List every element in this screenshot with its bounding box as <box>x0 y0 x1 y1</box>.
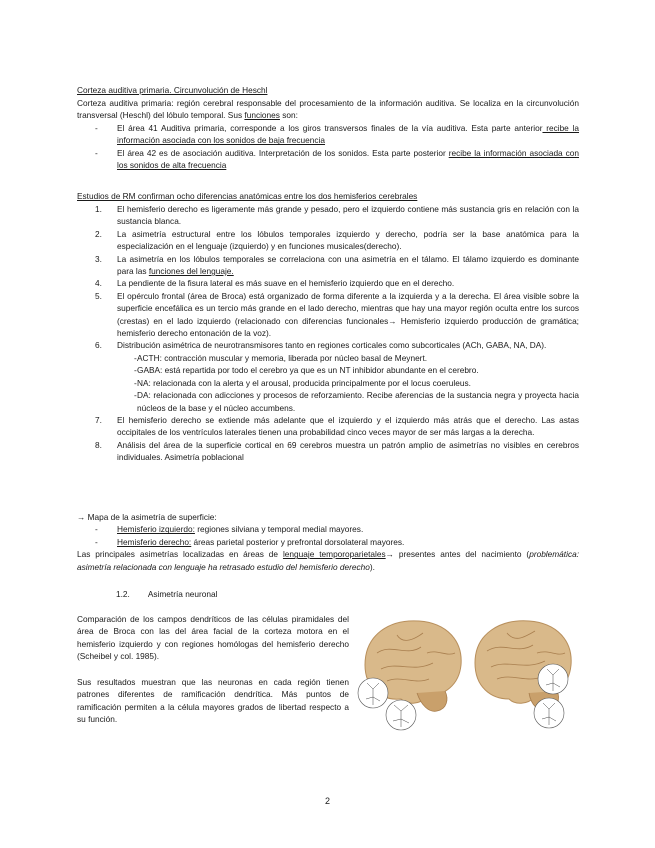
section-heading-auditory-cortex: Corteza auditiva primaria. Circunvolución de Heschl <box>77 85 268 95</box>
sub-list-item: - ACTH: contracción muscular y memoria, liberada por núcleo basal de Meynert. <box>134 352 428 363</box>
auditory-areas-list <box>77 122 579 172</box>
brain-dendrite-figure <box>357 613 579 731</box>
asymmetry-map <box>77 511 579 573</box>
list-item: - Hemisferio izquierdo: regiones silviana y temporal medial mayores. <box>95 524 364 535</box>
list-item: 3. La asimetría en los lóbulos temporales se correlaciona con una asimetría en el tálamo. El tálamo izquierdo es dominante para las funciones del lenguaje. <box>95 253 579 277</box>
list-item: 5. El opérculo frontal (área de Broca) está organizado de forma diferente a la izquierda y a la derecha. El área visible sobre la superficie encefálica es un tercio más grande en el lado derecho, mientras que hay una mayor región oculta entre los surcos (crestas) en el lado izquierdo (relacionado con diferencias funcionales→ Hemisferio izquierdo producción de gramática; hemisferio derecho entonación de la voz). <box>95 290 579 339</box>
list-item: 7. El hemisferio derecho se extiende más adelante que el izquierdo y el izquierdo más atrás que el derecho. Las astas occipitales de los ventrículos laterales tienen una probabilidad cinco veces mayor de ser más largas a la derecha. <box>95 414 579 438</box>
list-item: 2. La asimetría estructural entre los lóbulos temporales izquierdo y derecho, podría ser la base anatómica para la especialización en el lenguaje (izquierdo) y en funciones musicales(derecho). <box>95 228 579 252</box>
list-item: - Hemisferio derecho: áreas parietal posterior y prefrontal dorsolateral mayores. <box>95 536 405 547</box>
asymmetry-summary: Las principales asimetrías localizadas en áreas de lenguaje temporoparietales→ presentes antes del nacimiento (problemática: asimetría relacionada con lenguaje ha retrasado estudio del hemisferio derecho). <box>77 549 580 572</box>
section-title-neuronal-asymmetry <box>116 588 217 600</box>
section-number: 1.2. <box>116 589 130 599</box>
list-item: 1. El hemisferio derecho es ligeramente más grande y pesado, pero el izquierdo contiene más sustancia gris en relación con la sustancia blanca. <box>95 204 579 227</box>
list-item: - El área 42 es de asociación auditiva. Interpretación de los sonidos. Esta parte posterior recibe la información asociada con los sonidos de alta frecuencia <box>95 147 579 171</box>
list-item: 4. La pendiente de la fisura lateral es más suave en el hemisferio izquierdo que en el derecho. <box>95 278 455 289</box>
section-title: Asimetría neuronal <box>147 589 218 599</box>
neuronal-paragraph-2: Sus resultados muestran que las neuronas en cada región tienen patrones diferentes de ramificación dendrítica. Más puntos de ramificación permiten a la célula mayores grados de libertad respecto a su función. <box>77 677 349 725</box>
functions-link: funciones <box>244 110 280 121</box>
neuronal-paragraph-1: Comparación de los campos dendríticos de las células piramidales del área de Broca con las del área facial de la corteza motora en el hemisferio izquierdo y con regiones homólogas del hemisferio derecho (Scheibel y col. 1985). <box>77 614 349 662</box>
page-number: 2 <box>324 796 330 806</box>
asymmetry-map-title: → Mapa de la asimetría de superficie: <box>77 512 217 522</box>
list-item: - El área 41 Auditiva primaria, corresponde a los giros transversos finales de la vía auditiva. Esta parte anterior recibe la información asociada con los sonidos de baja frecuencia <box>95 123 579 146</box>
anatomical-differences-list <box>77 203 579 464</box>
section-heading-rm-studies: Estudios de RM confirman ocho diferencias anatómicas entre los dos hemisferios cerebrales <box>77 191 418 201</box>
list-item: 8. Análisis del área de la superficie cortical en 69 cerebros muestra un patrón amplio de asimetrías no visibles en cerebros individuales. Asimetría poblacional <box>95 439 579 463</box>
sub-list-item: - DA: relacionada con adicciones y procesos de reforzamiento. Recibe aferencias de la sustancia negra y proyecta hacia núcleos de la base y el núcleo accumbens. <box>134 390 579 413</box>
auditory-cortex-intro: Corteza auditiva primaria: región cerebral responsable del procesamiento de la información auditiva. Se localiza en la circunvolución transversal (Heschl) del lóbulo temporal. Sus funciones son: <box>77 98 579 121</box>
list-item: 6. Distribución asimétrica de neurotransmisores tanto en regiones corticales como subcorticales (ACh, GABA, NA, DA). - ACTH: contracción muscular y memoria, liberada por núcleo basal de Meynert. - GABA: está repartida por todo el cerebro ya que es un NT inhibidor abundante en el cerebro. - NA: relacionada con la alerta y el arousal, producida principalmente por el locus coeruleus. - DA: relacionada con adicciones y procesos de reforzamiento. Recibe aferencias de la sustancia negra y proyecta hacia núcleos de la base y el núcleo accumbens. <box>77 339 579 413</box>
sub-list-item: - GABA: está repartida por todo el cerebro ya que es un NT inhibidor abundante en el cerebro. <box>134 365 479 376</box>
sub-list-item: - NA: relacionada con la alerta y el arousal, producida principalmente por el locus coeruleus. <box>134 377 471 388</box>
